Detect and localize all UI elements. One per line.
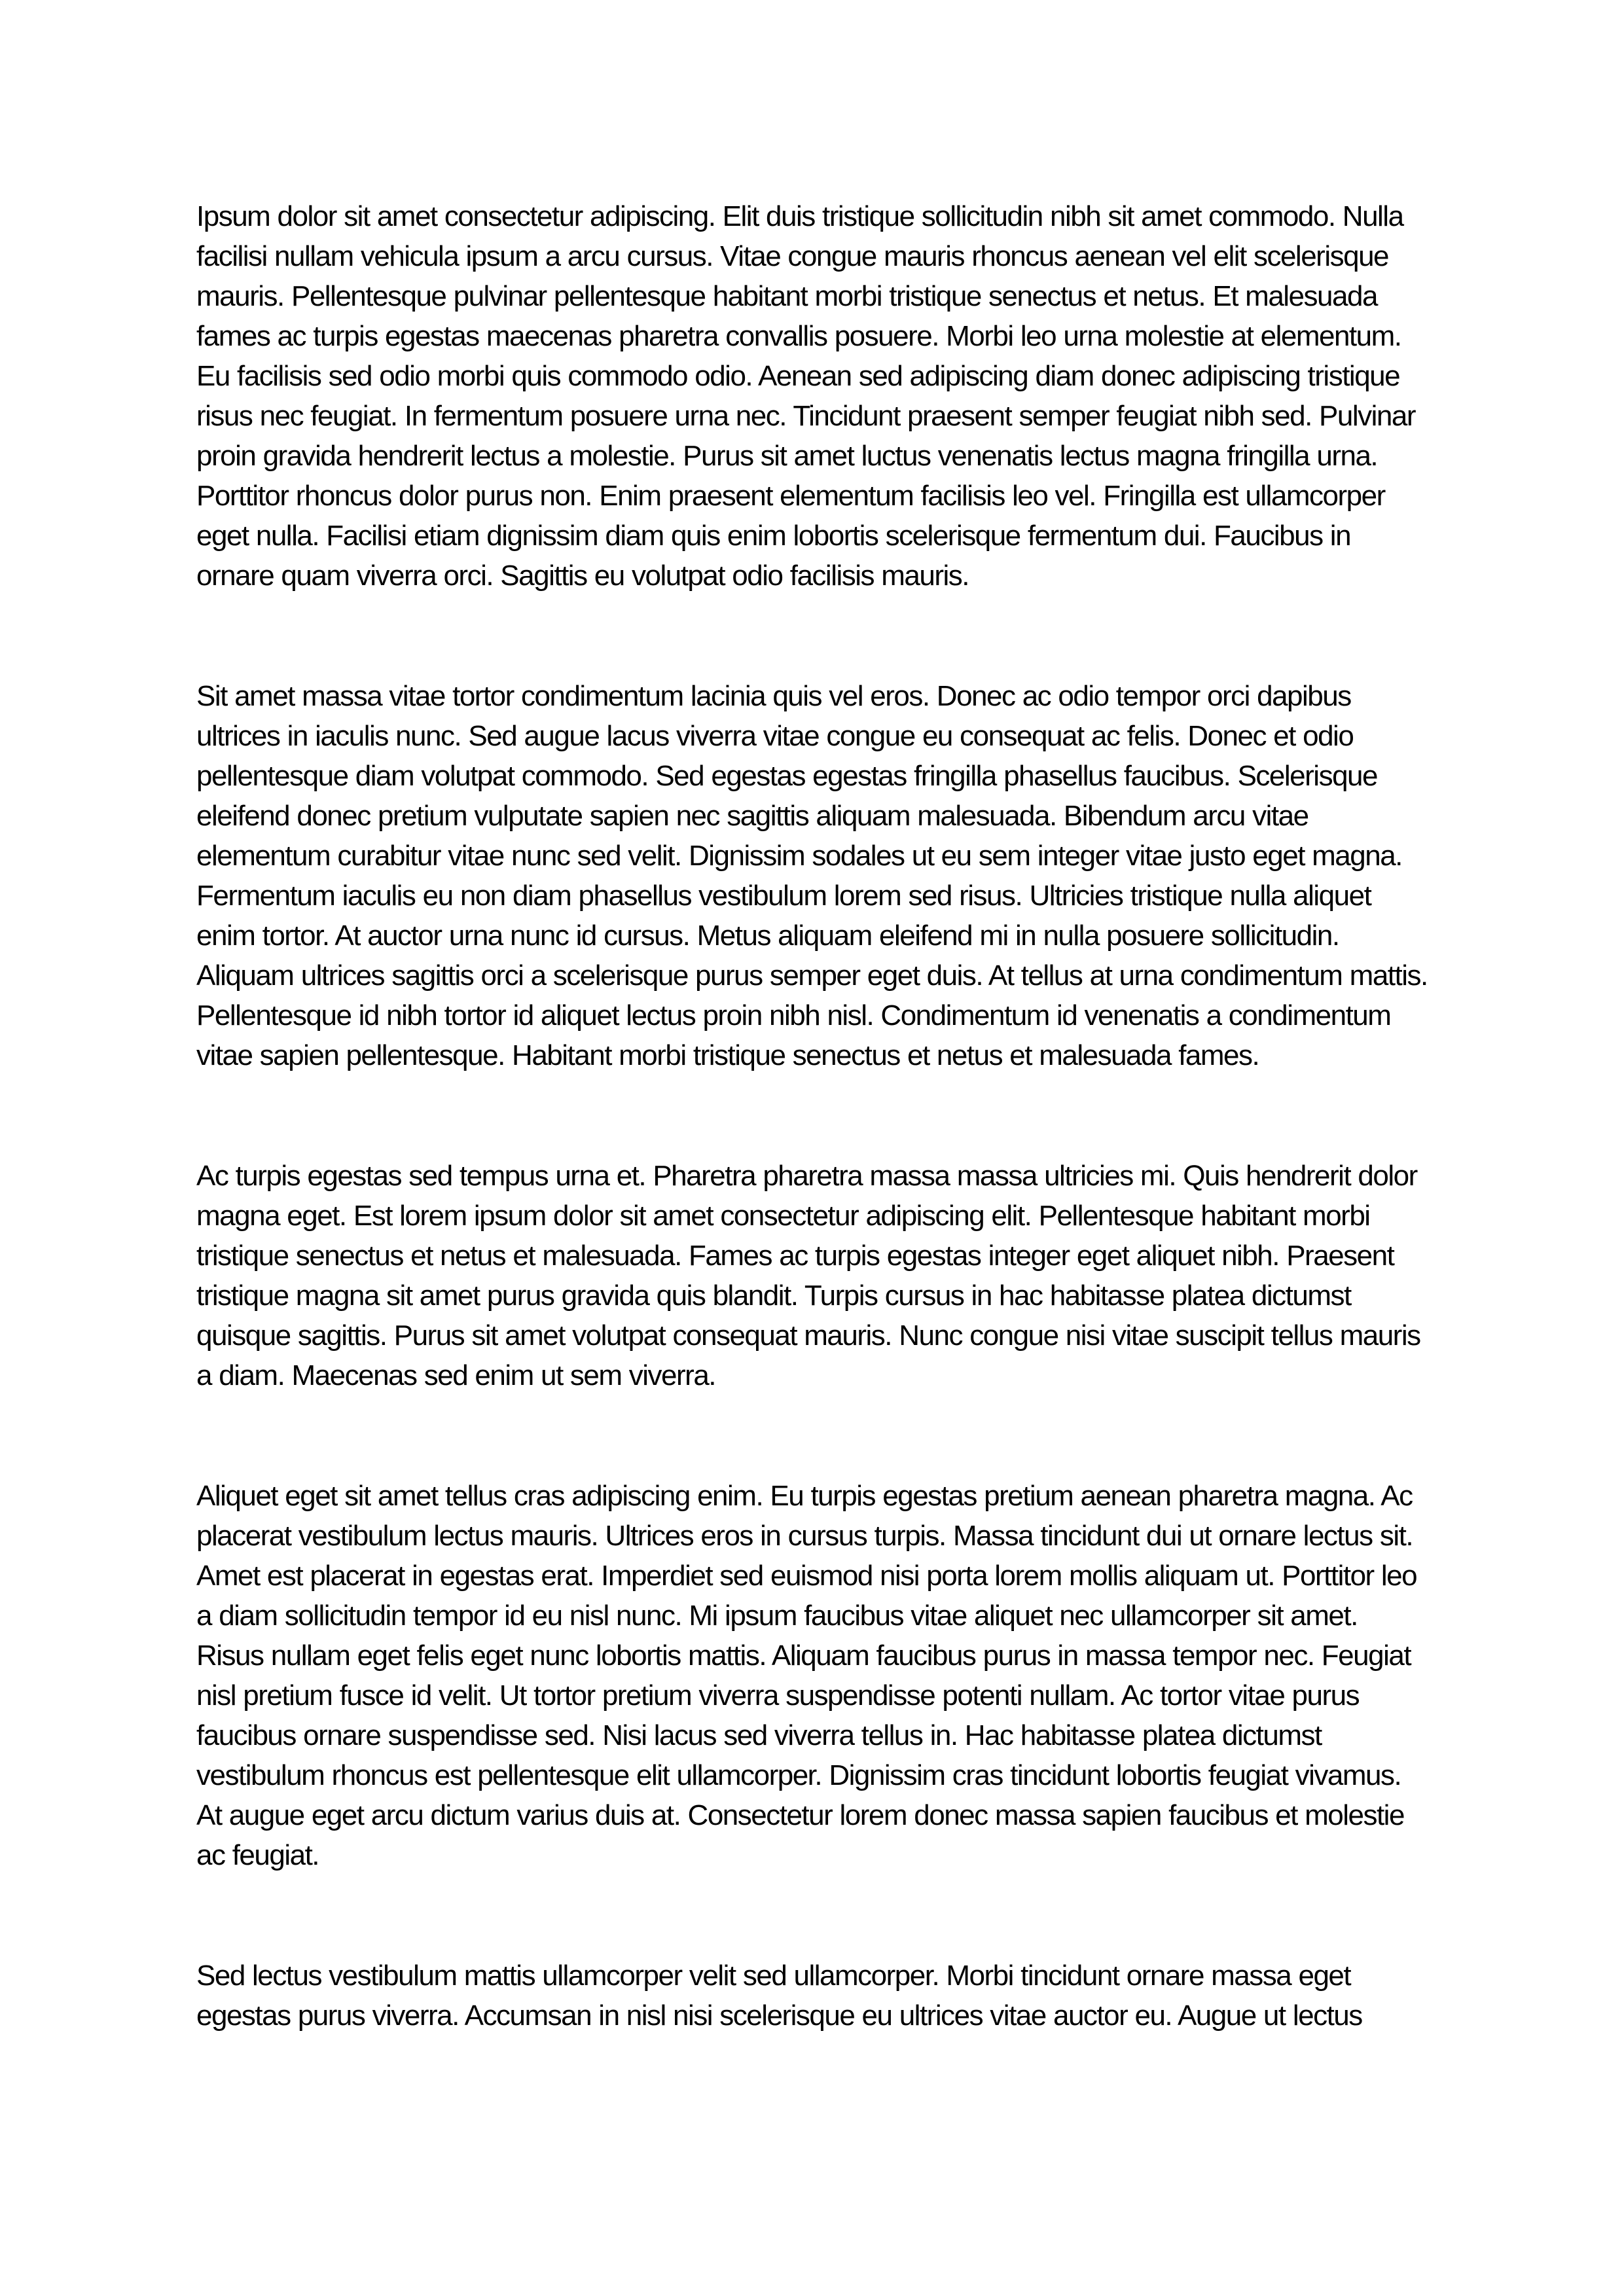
- paragraph-1: Ipsum dolor sit amet consectetur adipiscing. Elit duis tristique sollicitudin nibh sit amet commodo. Nulla facilisi nullam vehicula ipsum a arcu cursus. Vitae congue mauris rhoncus aenean vel elit scelerisque mauris. Pellentesque pulvinar pellentesque habitant morbi tristique senectus et netus. Et malesuada fames ac turpis egestas maecenas pharetra convallis posuere. Morbi leo urna molestie at elementum. Eu facilisis sed odio morbi quis commodo odio. Aenean sed adipiscing diam donec adipiscing tristique risus nec feugiat. In fermentum posuere urna nec. Tincidunt praesent semper feugiat nibh sed. Pulvinar proin gravida hendrerit lectus a molestie. Purus sit amet luctus venenatis lectus magna fringilla urna. Porttitor rhoncus dolor purus non. Enim praesent elementum facilisis leo vel. Fringilla est ullamcorper eget nulla. Facilisi etiam dignissim diam quis enim lobortis scelerisque fermentum dui. Faucibus in ornare quam viverra orci. Sagittis eu volutpat odio facilisis mauris.: [196, 200, 1416, 592]
- paragraph-5: Sed lectus vestibulum mattis ullamcorper velit sed ullamcorper. Morbi tincidunt ornare massa eget egestas purus viverra. Accumsan in nisl nisi scelerisque eu ultrices vitae auctor eu. Augue ut lectus: [196, 1960, 1362, 2032]
- paragraph-4: Aliquet eget sit amet tellus cras adipiscing enim. Eu turpis egestas pretium aenean pharetra magna. Ac placerat vestibulum lectus mauris. Ultrices eros in cursus turpis. Massa tincidunt dui ut ornare lectus sit. Amet est placerat in egestas erat. Imperdiet sed euismod nisi porta lorem mollis aliquam ut. Porttitor leo a diam sollicitudin tempor id eu nisl nunc. Mi ipsum faucibus vitae aliquet nec ullamcorper sit amet. Risus nullam eget felis eget nunc lobortis mattis. Aliquam faucibus purus in massa tempor nec. Feugiat nisl pretium fusce id velit. Ut tortor pretium viverra suspendisse potenti nullam. Ac tortor vitae purus faucibus ornare suspendisse sed. Nisi lacus sed viverra tellus in. Hac habitasse platea dictumst vestibulum rhoncus est pellentesque elit ullamcorper. Dignissim cras tincidunt lobortis feugiat vivamus. At augue eget arcu dictum varius duis at. Consectetur lorem donec massa sapien faucibus et molestie ac feugiat.: [196, 1480, 1417, 1871]
- document-body: [196, 196, 1428, 2036]
- paragraph-3: Ac turpis egestas sed tempus urna et. Pharetra pharetra massa massa ultricies mi. Quis hendrerit dolor magna eget. Est lorem ipsum dolor sit amet consectetur adipiscing elit. Pellentesque habitant morbi tristique senectus et netus et malesuada. Fames ac turpis egestas integer eget aliquet nibh. Praesent tristique magna sit amet purus gravida quis blandit. Turpis cursus in hac habitasse platea dictumst quisque sagittis. Purus sit amet volutpat consequat mauris. Nunc congue nisi vitae suscipit tellus mauris a diam. Maecenas sed enim ut sem viverra.: [196, 1160, 1420, 1391]
- paragraph-2: Sit amet massa vitae tortor condimentum lacinia quis vel eros. Donec ac odio tempor orci dapibus ultrices in iaculis nunc. Sed augue lacus viverra vitae congue eu consequat ac felis. Donec et odio pellentesque diam volutpat commodo. Sed egestas egestas fringilla phasellus faucibus. Scelerisque eleifend donec pretium vulputate sapien nec sagittis aliquam malesuada. Bibendum arcu vitae elementum curabitur vitae nunc sed velit. Dignissim sodales ut eu sem integer vitae justo eget magna. Fermentum iaculis eu non diam phasellus vestibulum lorem sed risus. Ultricies tristique nulla aliquet enim tortor. At auctor urna nunc id cursus. Metus aliquam eleifend mi in nulla posuere sollicitudin. Aliquam ultrices sagittis orci a scelerisque purus semper eget duis. At tellus at urna condimentum mattis. Pellentesque id nibh tortor id aliquet lectus proin nibh nisl. Condimentum id venenatis a condimentum vitae sapien pellentesque. Habitant morbi tristique senectus et netus et malesuada fames.: [196, 680, 1428, 1071]
